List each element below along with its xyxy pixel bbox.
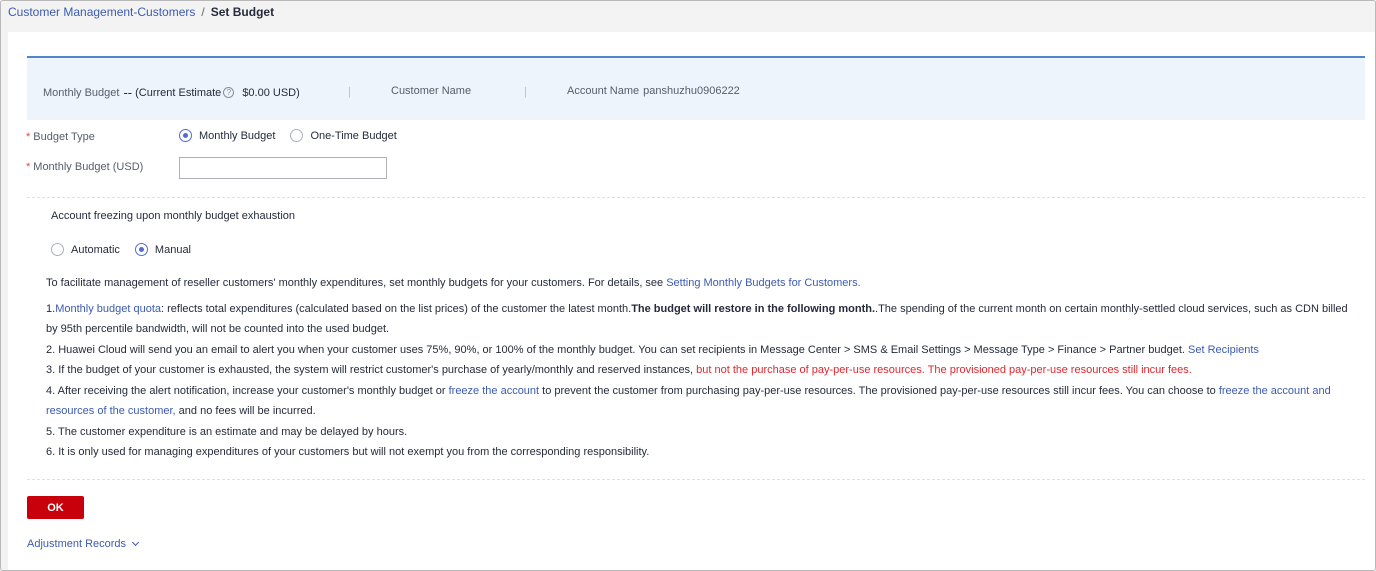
- chevron-down-icon: [132, 539, 139, 546]
- divider: [27, 197, 1365, 198]
- required-mark: *: [26, 161, 31, 173]
- set-budget-panel: [8, 32, 1376, 571]
- current-estimate-value: $0.00 USD): [242, 86, 300, 99]
- adjustment-records-toggle[interactable]: [27, 538, 138, 550]
- freeze-account-link[interactable]: freeze the account: [448, 384, 540, 397]
- freezing-radio-group: [51, 243, 206, 256]
- current-estimate-label: (Current Estimate: [135, 86, 222, 99]
- radio-monthly-budget-label: Monthly Budget: [199, 129, 276, 142]
- note-1-text-a: : reflects total expenditures (calculated based on the list prices) of the customer the latest month.: [161, 302, 632, 315]
- note-4-text-b: to prevent the customer from purchasing pay-per-use resources. The provisioned pay-per-use resources still incur fees. You can choose to: [539, 384, 1219, 397]
- monthly-budget-info: [43, 85, 300, 100]
- radio-checked-icon[interactable]: [135, 243, 148, 256]
- budget-notes: [46, 273, 1361, 463]
- radio-monthly-budget[interactable]: [179, 129, 275, 142]
- note-3-text: 3. If the budget of your customer is exhausted, the system will restrict customer's purchase of yearly/monthly and reserved instances,: [46, 364, 697, 376]
- note-3: [46, 360, 1361, 381]
- account-name-info: [567, 85, 740, 97]
- customer-name-info: [391, 85, 476, 97]
- customer-name-label: Customer Name: [391, 85, 472, 97]
- note-6: 6. It is only used for managing expenditures of your customers but will not exempt you from the corresponding responsibility.: [46, 446, 650, 458]
- radio-unchecked-icon[interactable]: [51, 243, 64, 256]
- radio-automatic[interactable]: [51, 243, 120, 256]
- note-1-text-b: .The spending of the current month on certain monthly-settled cloud services, such as CDN billed by 95th percentile bandwidth, will not be counted into the used budget.: [46, 302, 1348, 335]
- note-4-text-c: and no fees will be incurred.: [175, 405, 316, 417]
- setting-monthly-budgets-link[interactable]: Setting Monthly Budgets for Customers.: [666, 277, 861, 289]
- radio-unchecked-icon[interactable]: [290, 129, 303, 142]
- notes-intro: [46, 273, 1361, 294]
- info-separator: |: [348, 86, 351, 98]
- notes-intro-text: To facilitate management of reseller customers' monthly expenditures, set monthly budgets for your customers. For details, see: [46, 277, 667, 289]
- budget-type-label-text: Budget Type: [33, 131, 95, 143]
- radio-one-time-budget-label: One-Time Budget: [310, 129, 397, 142]
- note-4-text-a: 4. After receiving the alert notification, increase your customer's monthly budget or: [46, 384, 449, 397]
- breadcrumb-current: Set Budget: [210, 5, 275, 19]
- set-recipients-link[interactable]: Set Recipients: [1188, 343, 1259, 356]
- info-separator: |: [524, 86, 527, 98]
- note-4: [46, 381, 1361, 422]
- note-5: 5. The customer expenditure is an estimate and may be delayed by hours.: [46, 425, 408, 438]
- breadcrumb: [8, 4, 274, 20]
- breadcrumb-separator: /: [201, 5, 205, 19]
- note-1-prefix: 1.: [46, 302, 56, 315]
- radio-one-time-budget[interactable]: [290, 129, 396, 142]
- note-2-text: 2. Huawei Cloud will send you an email to alert you when your customer uses 75%, 90%, or 100% of the monthly budget. You can set recipients in Message Center > SMS & Email Settings > Message Type > Finance > Partner budget.: [46, 343, 1188, 356]
- budget-type-radio-group: [179, 129, 412, 142]
- adjustment-records-label: Adjustment Records: [27, 538, 127, 550]
- divider: [27, 479, 1365, 480]
- account-name-label: Account Name: [567, 85, 640, 97]
- note-1-bold: The budget will restore in the following month.: [631, 302, 876, 315]
- freezing-title: Account freezing upon monthly budget exhaustion: [51, 210, 295, 222]
- question-circle-icon[interactable]: ?: [223, 87, 234, 98]
- freeze-account-resources-link[interactable]: freeze the account and resources of the customer,: [46, 384, 1331, 417]
- customer-info-bar: [27, 56, 1365, 120]
- account-name-value: panshuzhu0906222: [643, 85, 740, 97]
- monthly-budget-input[interactable]: [179, 157, 387, 179]
- monthly-budget-info-label: Monthly Budget: [43, 86, 120, 99]
- radio-manual-label: Manual: [154, 243, 191, 256]
- note-3-warning: but not the purchase of pay-per-use resources. The provisioned pay-per-use resources still incur fees.: [696, 364, 1192, 376]
- radio-checked-icon[interactable]: [179, 129, 192, 142]
- monthly-budget-quota-link[interactable]: Monthly budget quota: [55, 302, 161, 315]
- monthly-budget-info-value: --: [123, 85, 133, 100]
- budget-type-label: [26, 131, 95, 143]
- radio-automatic-label: Automatic: [71, 243, 120, 256]
- ok-button[interactable]: OK: [27, 496, 84, 519]
- note-1: [46, 299, 1361, 340]
- note-2: [46, 340, 1361, 361]
- required-mark: *: [26, 131, 31, 143]
- monthly-budget-usd-label-text: Monthly Budget (USD): [33, 161, 144, 173]
- breadcrumb-customers-link[interactable]: Customer Management-Customers: [8, 5, 196, 19]
- monthly-budget-usd-label: [26, 161, 143, 173]
- radio-manual[interactable]: [135, 243, 191, 256]
